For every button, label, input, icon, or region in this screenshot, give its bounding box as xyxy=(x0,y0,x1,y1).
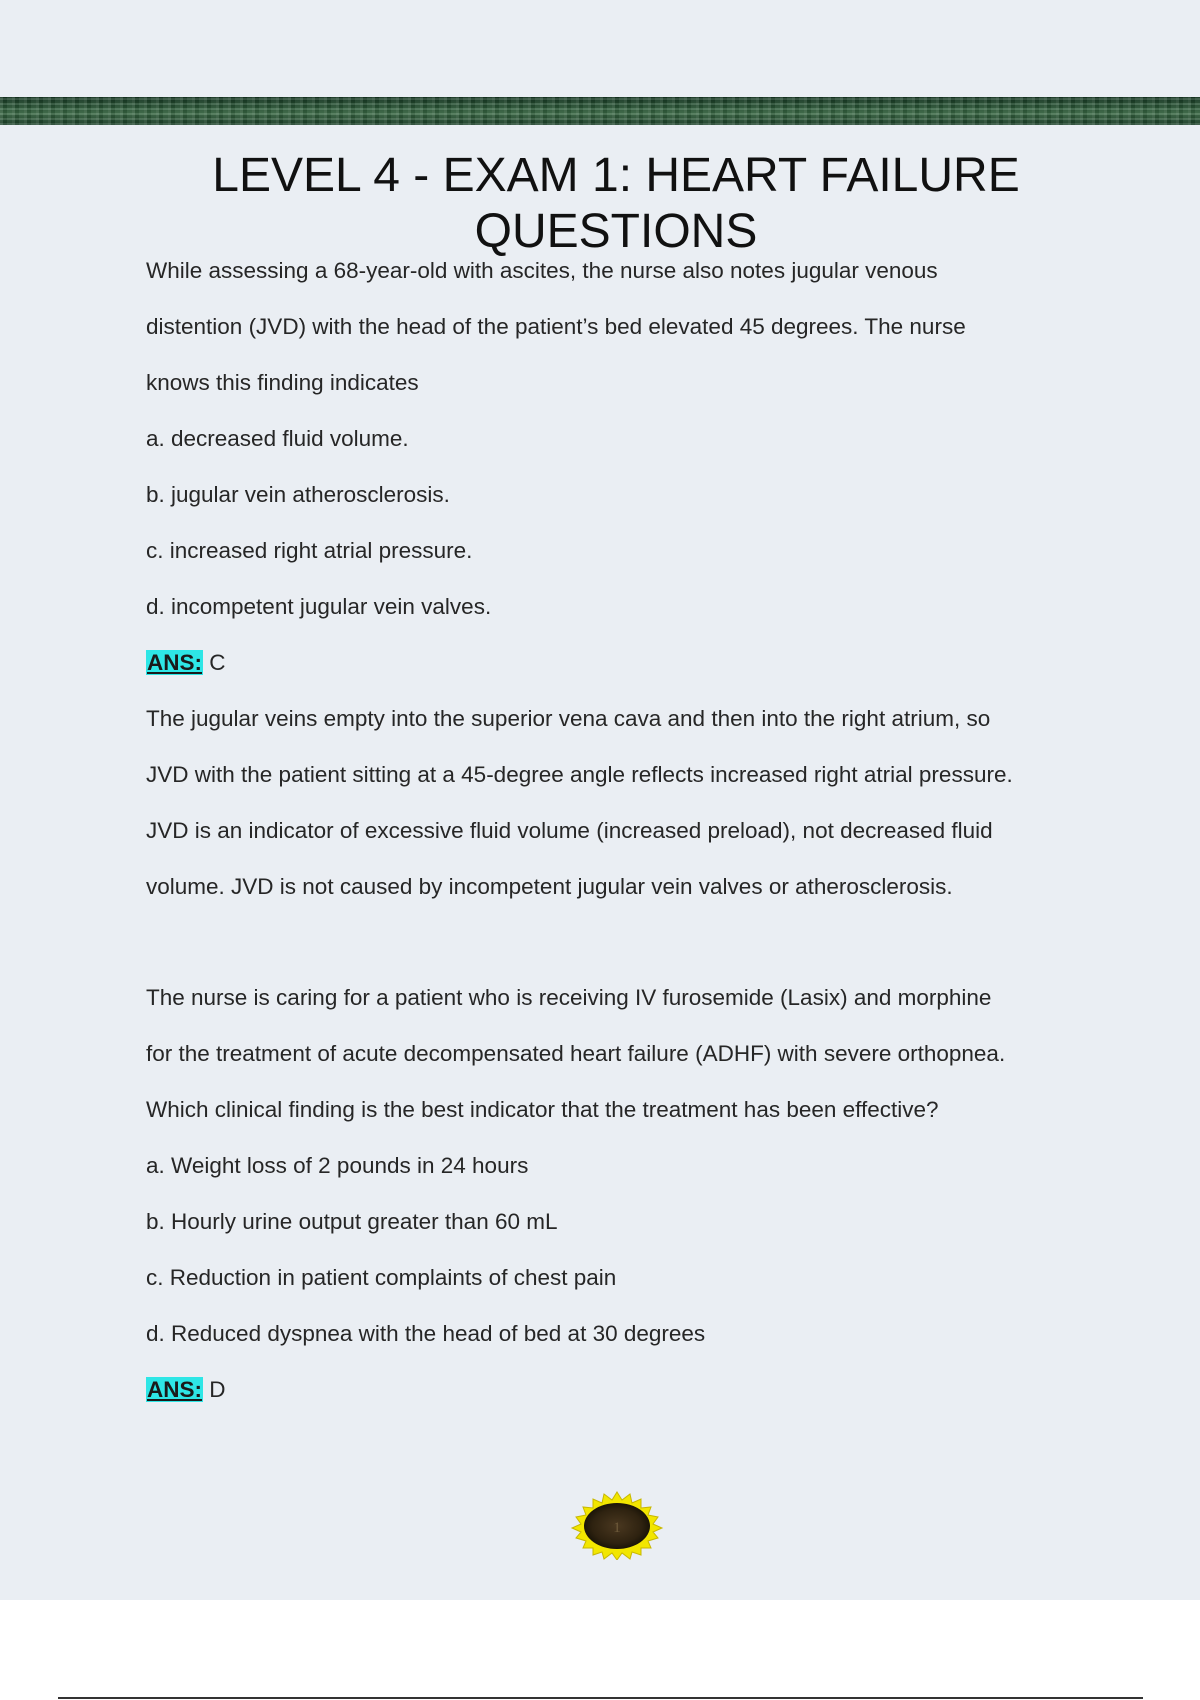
question2-answer xyxy=(146,1375,1096,1431)
decorative-green-border xyxy=(0,97,1200,125)
question1-option-a: a. decreased fluid volume. xyxy=(146,426,409,451)
question2-stem-line: for the treatment of acute decompensated heart failure (ADHF) with severe orthopnea. xyxy=(146,1041,1006,1066)
question2-option-c: c. Reduction in patient complaints of chest pain xyxy=(146,1265,617,1290)
question1-rationale-line: JVD is an indicator of excessive fluid volume (increased preload), not decreased fluid xyxy=(146,818,993,843)
answer-label: ANS: xyxy=(147,650,202,675)
question-separator xyxy=(146,928,1096,983)
question1-rationale-line: The jugular veins empty into the superior vena cava and then into the right atrium, so xyxy=(146,706,991,731)
page-number: 1 xyxy=(613,1520,621,1536)
question-content xyxy=(146,256,1096,1431)
question1-stem-line: distention (JVD) with the head of the patient’s bed elevated 45 degrees. The nurse xyxy=(146,314,966,339)
question1-option-d: d. incompetent jugular vein valves. xyxy=(146,594,492,619)
question1-option-c: c. increased right atrial pressure. xyxy=(146,538,473,563)
question1-rationale-line: JVD with the patient sitting at a 45-degree angle reflects increased right atrial pressure. xyxy=(146,762,1013,787)
question1-answer xyxy=(146,648,1096,704)
question1-stem-line: knows this finding indicates xyxy=(146,370,419,395)
question2-option-d: d. Reduced dyspnea with the head of bed at 30 degrees xyxy=(146,1321,706,1346)
question2-option-a: a. Weight loss of 2 pounds in 24 hours xyxy=(146,1153,529,1178)
question2-stem-line: Which clinical finding is the best indicator that the treatment has been effective? xyxy=(146,1097,939,1122)
footer-rule xyxy=(58,1697,1143,1699)
answer-value: D xyxy=(209,1377,226,1402)
answer-label: ANS: xyxy=(147,1377,202,1402)
question2-stem-line: The nurse is caring for a patient who is receiving IV furosemide (Lasix) and morphine xyxy=(146,985,992,1010)
question1-rationale-line: volume. JVD is not caused by incompetent jugular vein valves or atherosclerosis. xyxy=(146,874,953,899)
question1-option-b: b. jugular vein atherosclerosis. xyxy=(146,482,450,507)
question2-option-b: b. Hourly urine output greater than 60 mL xyxy=(146,1209,558,1234)
answer-value: C xyxy=(209,650,226,675)
question1-stem-line: While assessing a 68-year-old with ascites, the nurse also notes jugular venous xyxy=(146,258,938,283)
page-title: LEVEL 4 - EXAM 1: HEART FAILURE QUESTIONS xyxy=(212,149,1020,258)
page-number-badge xyxy=(568,1490,666,1560)
